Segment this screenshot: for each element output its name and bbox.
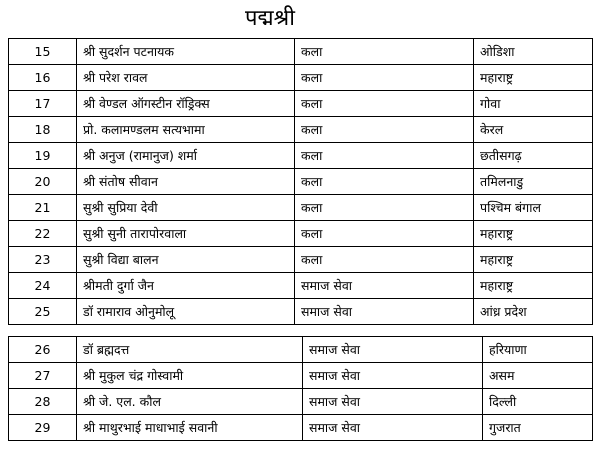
field: कला [295, 169, 474, 195]
state: गोवा [474, 91, 593, 117]
awardee-name: श्री मुकुल चंद्र गोस्वामी [77, 363, 303, 389]
serial-number: 22 [9, 221, 77, 247]
serial-number: 26 [9, 337, 77, 363]
awardee-name: सुश्री सुनी तारापोरवाला [77, 221, 295, 247]
field: कला [295, 91, 474, 117]
serial-number: 24 [9, 273, 77, 299]
awardee-name: सुश्री विद्या बालन [77, 247, 295, 273]
state: ओडिशा [474, 39, 593, 65]
awardee-name: प्रो. कलामण्डलम सत्यभामा [77, 117, 295, 143]
serial-number: 18 [9, 117, 77, 143]
state: असम [483, 363, 593, 389]
field: कला [295, 65, 474, 91]
awardee-name: श्री सुदर्शन पटनायक [77, 39, 295, 65]
page-title: पद्मश्री [245, 6, 295, 31]
table-row [9, 273, 593, 299]
table-row [9, 299, 593, 325]
table-row [9, 415, 593, 441]
state: गुजरात [483, 415, 593, 441]
table-row [9, 91, 593, 117]
table-row [9, 169, 593, 195]
awardee-name: सुश्री सुप्रिया देवी [77, 195, 295, 221]
state: आंध्र प्रदेश [474, 299, 593, 325]
awardees-table-arts [8, 38, 593, 325]
field: कला [295, 117, 474, 143]
table-row [9, 337, 593, 363]
state: महाराष्ट्र [474, 221, 593, 247]
awardee-name: श्री संतोष सीवान [77, 169, 295, 195]
field: समाज सेवा [295, 299, 474, 325]
serial-number: 25 [9, 299, 77, 325]
state: महाराष्ट्र [474, 273, 593, 299]
awardee-name: श्री परेश रावल [77, 65, 295, 91]
awardees-table-social-work [8, 336, 593, 441]
serial-number: 27 [9, 363, 77, 389]
awardee-name: श्रीमती दुर्गा जैन [77, 273, 295, 299]
field: समाज सेवा [303, 363, 483, 389]
field: समाज सेवा [303, 415, 483, 441]
awardee-name: डॉ रामाराव ओनुमोलू [77, 299, 295, 325]
state: तमिलनाडु [474, 169, 593, 195]
table-row [9, 221, 593, 247]
field: कला [295, 143, 474, 169]
table-row [9, 389, 593, 415]
state: हरियाणा [483, 337, 593, 363]
state: दिल्ली [483, 389, 593, 415]
field: कला [295, 195, 474, 221]
field: कला [295, 247, 474, 273]
table-row [9, 247, 593, 273]
awardee-name: श्री जे. एल. कौल [77, 389, 303, 415]
table-row [9, 117, 593, 143]
table-row [9, 363, 593, 389]
serial-number: 15 [9, 39, 77, 65]
serial-number: 23 [9, 247, 77, 273]
table-row [9, 143, 593, 169]
state: पश्चिम बंगाल [474, 195, 593, 221]
serial-number: 20 [9, 169, 77, 195]
field: समाज सेवा [295, 273, 474, 299]
serial-number: 29 [9, 415, 77, 441]
awardee-name: श्री माथुरभाई माधाभाई सवानी [77, 415, 303, 441]
table-row [9, 65, 593, 91]
field: समाज सेवा [303, 337, 483, 363]
awardee-name: श्री अनुज (रामानुज) शर्मा [77, 143, 295, 169]
field: कला [295, 39, 474, 65]
serial-number: 19 [9, 143, 77, 169]
awardee-name: श्री वेण्डल ऑगस्टीन रॉड्रिक्स [77, 91, 295, 117]
table-row [9, 39, 593, 65]
state: महाराष्ट्र [474, 247, 593, 273]
table-row [9, 195, 593, 221]
awardee-name: डॉ ब्रह्मदत्त [77, 337, 303, 363]
field: समाज सेवा [303, 389, 483, 415]
state: महाराष्ट्र [474, 65, 593, 91]
state: केरल [474, 117, 593, 143]
state: छतीसगढ़ [474, 143, 593, 169]
serial-number: 17 [9, 91, 77, 117]
serial-number: 16 [9, 65, 77, 91]
serial-number: 28 [9, 389, 77, 415]
serial-number: 21 [9, 195, 77, 221]
field: कला [295, 221, 474, 247]
